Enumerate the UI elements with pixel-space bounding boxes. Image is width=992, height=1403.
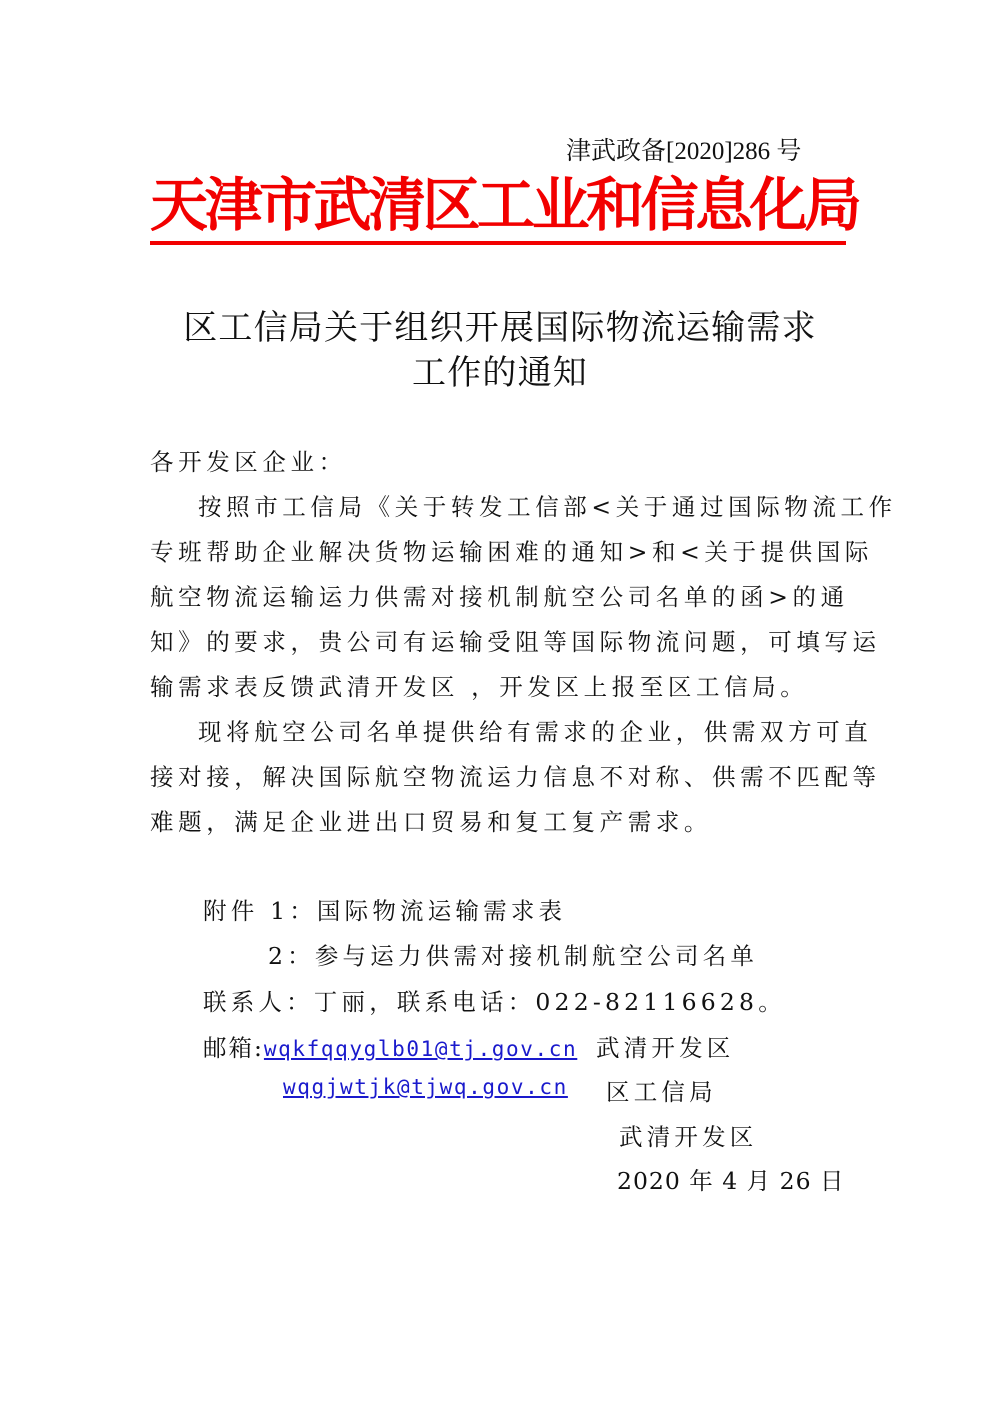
signature-issuer: 武清开发区: [619, 1123, 758, 1151]
notice-title-line-1: 区工信局关于组织开展国际物流运输需求: [183, 308, 817, 348]
paragraph-1-line-1: 按照市工信局《关于转发工信部<关于通过国际物流工作: [198, 493, 897, 521]
email-label: 邮箱:: [203, 1034, 264, 1062]
signature-date: 2020 年 4 月 26 日: [617, 1167, 845, 1195]
email-link-1[interactable]: wqkfqqyglb01@tj.gov.cn: [263, 1037, 578, 1061]
paragraph-2-line-1: 现将航空公司名单提供给有需求的企业，供需双方可直: [198, 718, 873, 746]
paragraph-1-line-2: 专班帮助企业解决货物运输困难的通知>和<关于提供国际: [150, 538, 873, 566]
document-number: 津武政备[2020]286 号: [566, 138, 802, 165]
notice-title-line-2: 工作的通知: [412, 353, 588, 393]
email-org-2: 区工信局: [606, 1078, 717, 1106]
paragraph-1-line-5: 输需求表反馈武清开发区 ，开发区上报至区工信局。: [150, 673, 809, 701]
email-row-1: [203, 1029, 577, 1063]
contact-info: 联系人：丁丽，联系电话：022-82116628。: [203, 988, 786, 1016]
email-link-2[interactable]: wqgjwtjk@tjwq.gov.cn: [283, 1075, 568, 1099]
email-row-2: [283, 1075, 568, 1099]
paragraph-2-line-3: 难题，满足企业进出口贸易和复工复产需求。: [150, 808, 712, 836]
salutation: 各开发区企业：: [150, 448, 347, 476]
organization-title: 天津市武清区工业和信息化局: [150, 171, 859, 239]
email-org-1: 武清开发区: [596, 1034, 735, 1062]
paragraph-1-line-3: 航空物流运输运力供需对接机制航空公司名单的函>的通: [150, 583, 849, 611]
attachment-1: 附件 1：国际物流运输需求表: [203, 897, 567, 925]
paragraph-2-line-2: 接对接，解决国际航空物流运力信息不对称、供需不匹配等: [150, 763, 881, 791]
red-divider-line: [150, 241, 846, 245]
paragraph-1-line-4: 知》的要求，贵公司有运输受阻等国际物流问题，可填写运: [150, 628, 881, 656]
attachment-2: 2：参与运力供需对接机制航空公司名单: [268, 942, 759, 970]
